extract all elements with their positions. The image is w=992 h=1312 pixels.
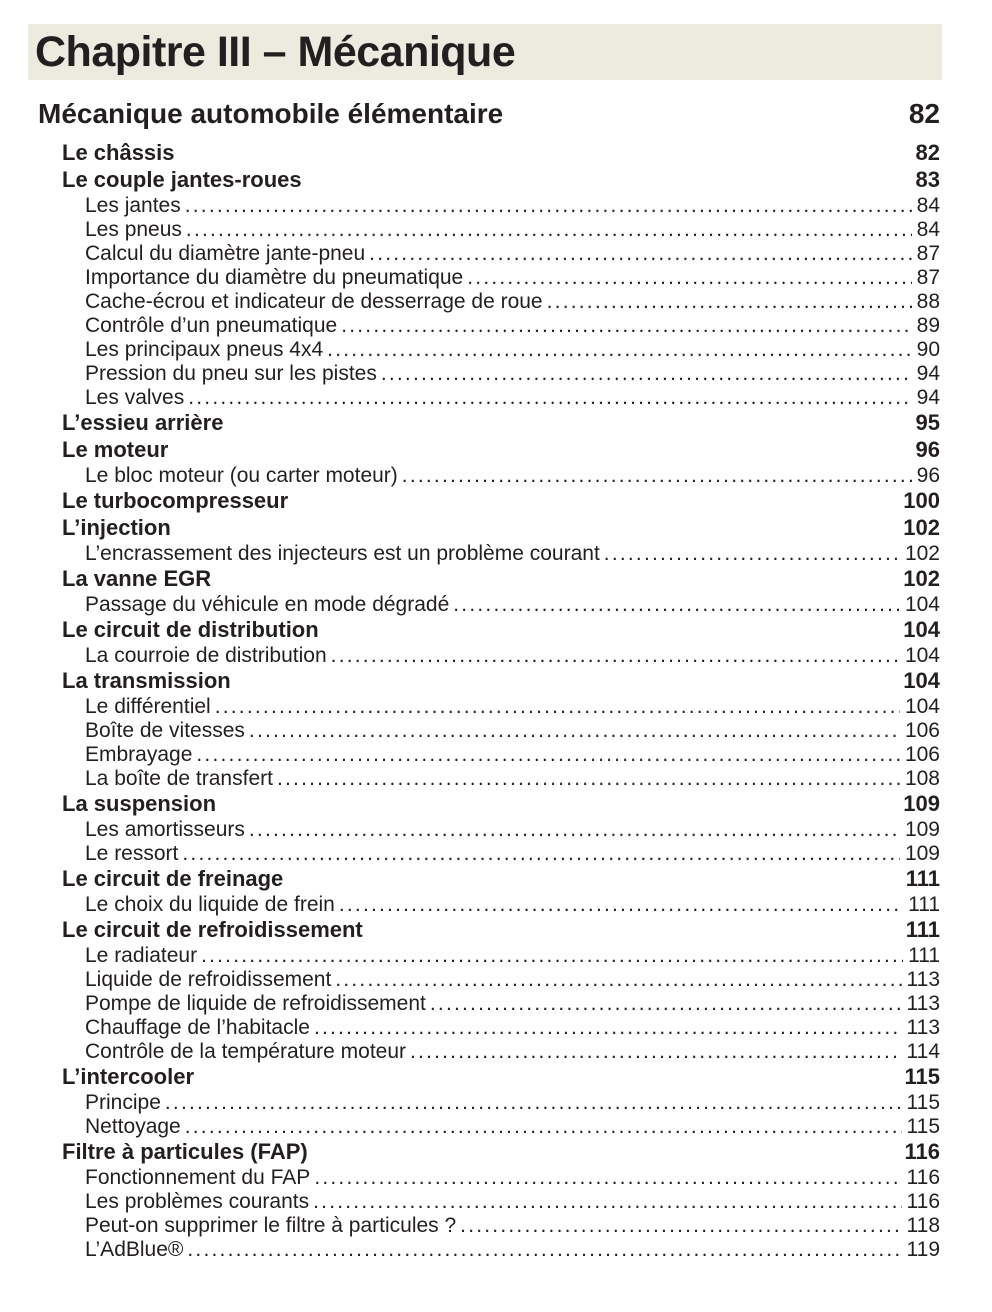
toc-entry-page: 108: [904, 767, 940, 790]
toc-entry-page: 106: [904, 719, 940, 742]
dot-leader: [430, 992, 902, 1016]
dot-leader: [196, 743, 900, 767]
toc-entry-page: 84: [916, 218, 940, 241]
toc-entry-label: Le châssis: [62, 140, 175, 165]
toc-entry-page: 87: [916, 266, 940, 289]
toc-entry-label: La transmission: [62, 668, 231, 693]
toc-entry-page: 104: [904, 644, 940, 667]
dot-leader: [410, 1040, 902, 1064]
dot-leader: [339, 893, 903, 917]
toc-entry-label: L’essieu arrière: [62, 410, 224, 435]
toc-row: [38, 167, 940, 194]
toc-entry-label: Embrayage: [85, 743, 193, 766]
toc-entry-label: Filtre à particules (FAP): [62, 1139, 308, 1164]
toc-entry-label: Calcul du diamètre jante-pneu: [85, 242, 366, 265]
toc-entry-label: Le choix du liquide de frein: [85, 893, 335, 916]
toc-row: [38, 1064, 940, 1091]
table-of-contents: [38, 98, 940, 1262]
toc-entry-page: 104: [904, 695, 940, 718]
toc-row: [38, 218, 940, 242]
dot-leader: [335, 968, 901, 992]
toc-entry-page: 82: [915, 140, 940, 165]
toc-entry-page: 106: [904, 743, 940, 766]
toc-entry-label: Liquide de refroidissement: [85, 968, 332, 991]
dot-leader: [402, 464, 912, 488]
toc-row: [38, 194, 940, 218]
toc-entry-page: 102: [903, 515, 940, 540]
toc-entry-label: Le circuit de freinage: [62, 866, 284, 891]
toc-entry-page: 87: [916, 242, 940, 265]
toc-entry-label: Les jantes: [85, 194, 181, 217]
toc-entry-page: 111: [908, 944, 940, 967]
dot-leader: [215, 695, 900, 719]
toc-entry-page: 115: [906, 1091, 940, 1114]
toc-row: [38, 968, 940, 992]
toc-entry-label: Le différentiel: [85, 695, 211, 718]
toc-entry-page: 96: [915, 437, 940, 462]
toc-entry-label: Peut-on supprimer le filtre à particules ?: [85, 1214, 457, 1237]
toc-entry-label: Les pneus: [85, 218, 182, 241]
dot-leader: [331, 644, 900, 668]
toc-entry-label: Le couple jantes-roues: [62, 167, 302, 192]
toc-entry-page: 100: [903, 488, 940, 513]
dot-leader: [314, 1166, 901, 1190]
toc-entry-label: Les valves: [85, 386, 185, 409]
toc-row: [38, 1214, 940, 1238]
toc-row: [38, 818, 940, 842]
toc-entry-page: 118: [906, 1214, 940, 1237]
toc-row: [38, 1166, 940, 1190]
dot-leader: [186, 218, 912, 242]
toc-row: [38, 542, 940, 566]
toc-entry-page: 94: [916, 386, 940, 409]
toc-entry-label: Pression du pneu sur les pistes: [85, 362, 377, 385]
toc-entry-page: 113: [906, 968, 940, 991]
toc-row: [38, 767, 940, 791]
toc-entry-page: 115: [904, 1064, 940, 1089]
toc-entry-label: Les problèmes courants: [85, 1190, 310, 1213]
toc-entry-label: Importance du diamètre du pneumatique: [85, 266, 464, 289]
toc-row: [38, 593, 940, 617]
toc-row: [38, 464, 940, 488]
dot-leader: [467, 266, 911, 290]
dot-leader: [381, 362, 912, 386]
chapter-title: Chapitre III – Mécanique: [35, 27, 516, 76]
toc-entry-page: 116: [906, 1190, 940, 1213]
toc-entry-page: 102: [903, 566, 940, 591]
toc-row: [38, 1115, 940, 1139]
toc-row: [38, 242, 940, 266]
chapter-title-bar: [28, 24, 942, 80]
toc-entry-label: L’injection: [62, 515, 171, 540]
toc-entry-label: Pompe de liquide de refroidissement: [85, 992, 426, 1015]
toc-entry-label: L’encrassement des injecteurs est un problème courant: [85, 542, 600, 565]
toc-row: [38, 515, 940, 542]
toc-entry-label: La courroie de distribution: [85, 644, 327, 667]
toc-entry-label: Les principaux pneus 4x4: [85, 338, 324, 361]
toc-entry-label: Contrôle d’un pneumatique: [85, 314, 338, 337]
toc-entry-label: La suspension: [62, 791, 217, 816]
dot-leader: [187, 1238, 901, 1262]
toc-entry-page: 111: [905, 917, 940, 942]
toc-entry-page: 109: [903, 791, 940, 816]
toc-entries: [38, 140, 940, 1262]
dot-leader: [604, 542, 900, 566]
toc-entry-label: Les amortisseurs: [85, 818, 245, 841]
toc-entry-page: 111: [905, 866, 940, 891]
toc-entry-page: 94: [916, 362, 940, 385]
toc-entry-label: Principe: [85, 1091, 161, 1114]
toc-row: [38, 410, 940, 437]
dot-leader: [460, 1214, 901, 1238]
dot-leader: [249, 719, 900, 743]
toc-row: [38, 338, 940, 362]
toc-entry-label: L’intercooler: [62, 1064, 195, 1089]
toc-entry-label: Passage du véhicule en mode dégradé: [85, 593, 450, 616]
toc-row: [38, 1016, 940, 1040]
toc-entry-label: La vanne EGR: [62, 566, 212, 591]
toc-row: [38, 1190, 940, 1214]
toc-entry-page: 119: [906, 1238, 940, 1261]
dot-leader: [453, 593, 900, 617]
toc-row: [38, 314, 940, 338]
toc-row: [38, 866, 940, 893]
toc-entry-label: Chauffage de l’habitacle: [85, 1016, 310, 1039]
toc-entry-page: 95: [915, 410, 940, 435]
dot-leader: [188, 386, 911, 410]
toc-entry-page: 111: [908, 893, 940, 916]
toc-row: [38, 1091, 940, 1115]
toc-row: [38, 719, 940, 743]
toc-entry-label: Le ressort: [85, 842, 179, 865]
toc-row: [38, 1139, 940, 1166]
toc-entry-page: 104: [903, 617, 940, 642]
dot-leader: [341, 314, 911, 338]
toc-entry-page: 115: [906, 1115, 940, 1138]
toc-row: [38, 791, 940, 818]
toc-entry-label: La boîte de transfert: [85, 767, 273, 790]
toc-row: [38, 1238, 940, 1262]
toc-row: [38, 743, 940, 767]
toc-entry-page: 104: [904, 593, 940, 616]
toc-row: [38, 893, 940, 917]
toc-section-label: Mécanique automobile élémentaire: [38, 98, 504, 129]
toc-row: [38, 617, 940, 644]
toc-entry-label: L’AdBlue®: [85, 1238, 184, 1261]
toc-entry-page: 83: [915, 167, 940, 192]
toc-row: [38, 437, 940, 464]
toc-section-page: 82: [908, 98, 940, 129]
toc-entry-label: Fonctionnement du FAP: [85, 1166, 311, 1189]
toc-entry-label: Le moteur: [62, 437, 169, 462]
toc-row: [38, 668, 940, 695]
toc-row: [38, 488, 940, 515]
toc-row: [38, 695, 940, 719]
toc-row: [38, 566, 940, 593]
dot-leader: [313, 1190, 901, 1214]
toc-row: [38, 842, 940, 866]
toc-row: [38, 386, 940, 410]
toc-entry-page: 113: [906, 992, 940, 1015]
toc-entry-page: 96: [916, 464, 940, 487]
dot-leader: [314, 1016, 902, 1040]
toc-entry-label: Le circuit de refroidissement: [62, 917, 363, 942]
toc-entry-label: Le radiateur: [85, 944, 198, 967]
toc-entry-page: 114: [906, 1040, 940, 1063]
toc-row: [38, 917, 940, 944]
dot-leader: [201, 944, 903, 968]
toc-row: [38, 992, 940, 1016]
toc-entry-page: 90: [916, 338, 940, 361]
toc-row: [38, 1040, 940, 1064]
toc-entry-label: Contrôle de la température moteur: [85, 1040, 406, 1063]
dot-leader: [369, 242, 911, 266]
toc-entry-label: Le bloc moteur (ou carter moteur): [85, 464, 398, 487]
toc-row: [38, 140, 940, 167]
toc-entry-label: Le turbocompresseur: [62, 488, 289, 513]
toc-row: [38, 266, 940, 290]
toc-entry-label: Le circuit de distribution: [62, 617, 319, 642]
dot-leader: [185, 1115, 902, 1139]
toc-row: [38, 944, 940, 968]
toc-row: [38, 644, 940, 668]
dot-leader: [277, 767, 900, 791]
dot-leader: [547, 290, 912, 314]
toc-entry-page: 116: [904, 1139, 940, 1164]
toc-entry-page: 109: [904, 842, 940, 865]
dot-leader: [182, 842, 900, 866]
toc-entry-page: 102: [904, 542, 940, 565]
toc-entry-page: 113: [906, 1016, 940, 1039]
dot-leader: [165, 1091, 902, 1115]
toc-entry-label: Nettoyage: [85, 1115, 181, 1138]
toc-entry-page: 84: [916, 194, 940, 217]
toc-entry-page: 89: [916, 314, 940, 337]
toc-row: [38, 290, 940, 314]
toc-entry-label: Boîte de vitesses: [85, 719, 245, 742]
toc-entry-label: Cache-écrou et indicateur de desserrage de roue: [85, 290, 543, 313]
dot-leader: [327, 338, 911, 362]
toc-row: [38, 362, 940, 386]
dot-leader: [249, 818, 900, 842]
toc-entry-page: 88: [916, 290, 940, 313]
toc-section-row: [38, 98, 940, 132]
toc-entry-page: 109: [904, 818, 940, 841]
dot-leader: [185, 194, 912, 218]
toc-entry-page: 116: [906, 1166, 940, 1189]
toc-entry-page: 104: [903, 668, 940, 693]
